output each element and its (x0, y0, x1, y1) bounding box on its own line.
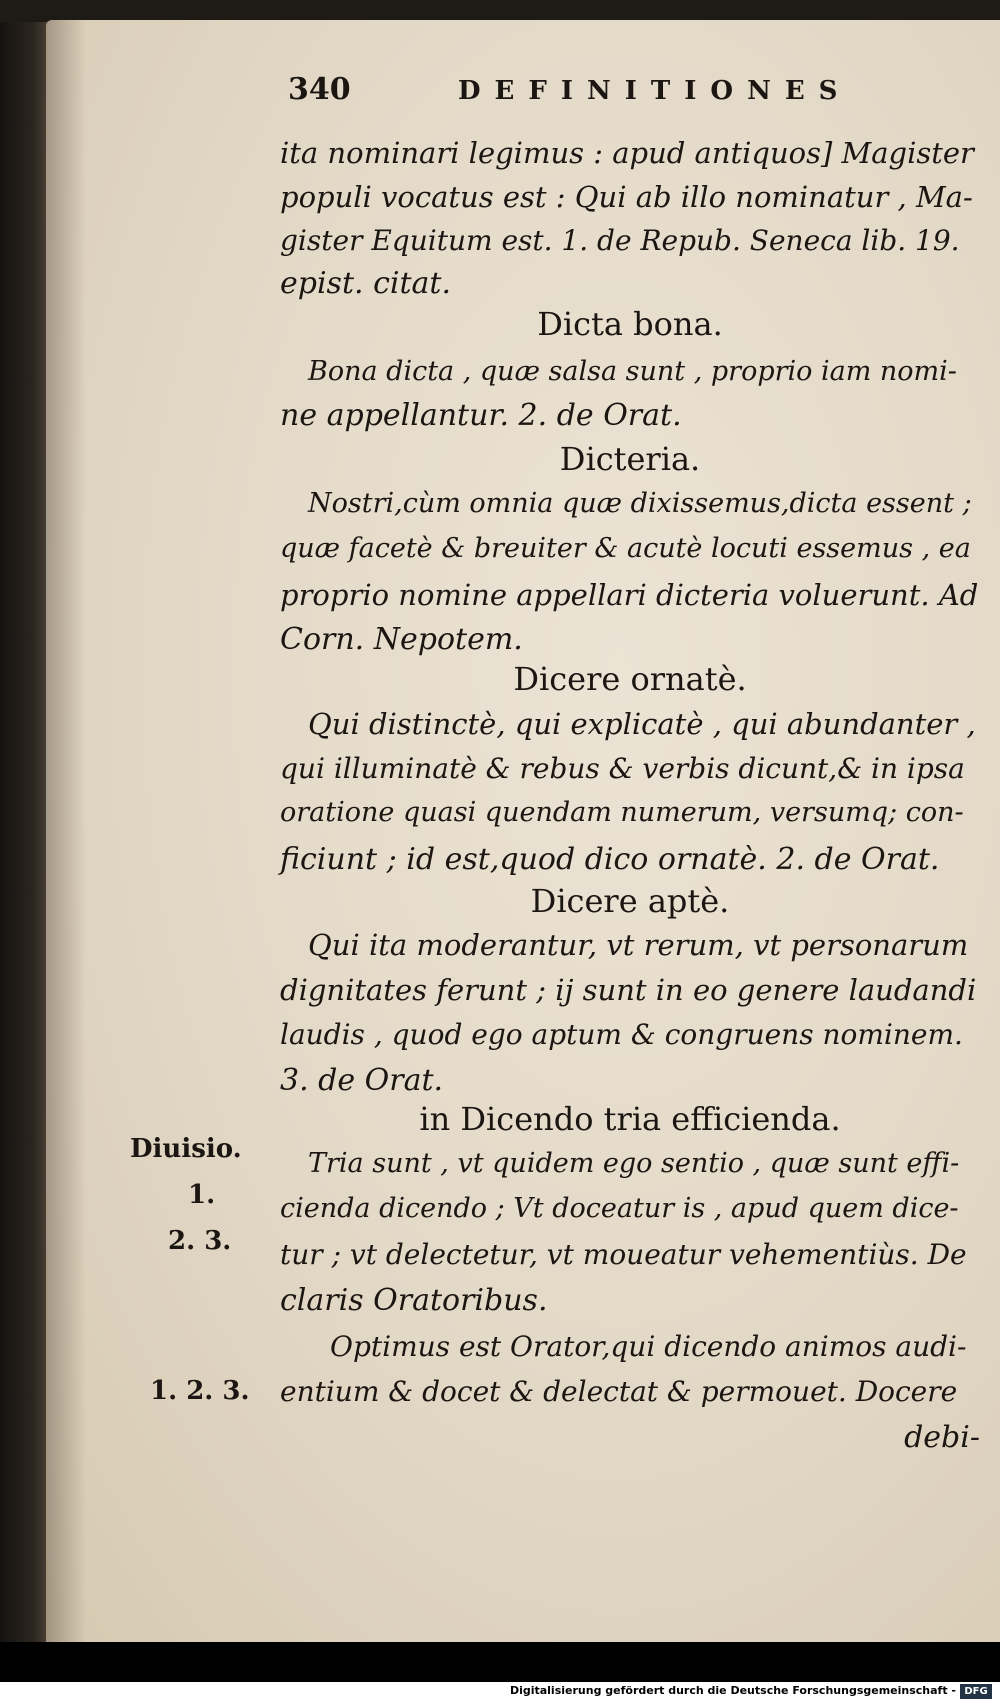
text-line: Bona dicta , quæ salsa sunt , proprio iam nomi- (308, 356, 957, 387)
text-line: entium & docet & delectat & permouet. Docere (280, 1375, 958, 1408)
text-line: proprio nomine appellari dicteria voluerunt. Ad (280, 578, 979, 612)
text-line: Qui ita moderantur, vt rerum, vt personarum (308, 928, 969, 962)
text-line: claris Oratoribus. (280, 1283, 548, 1318)
text-line: populi vocatus est : Qui ab illo nominatur , Ma- (280, 180, 973, 214)
page-gutter-shadow (46, 20, 86, 1642)
text-line: epist. citat. (280, 266, 452, 301)
scan-edge (0, 0, 1000, 22)
running-head: DEFINITIONES (458, 76, 852, 106)
text-line: 3. de Orat. (280, 1063, 444, 1098)
text-line: ne appellantur. 2. de Orat. (280, 398, 682, 433)
marginal-note: 1. 2. 3. (150, 1376, 250, 1406)
marginal-note: Diuisio. (130, 1134, 242, 1164)
text-line: ficiunt ; id est,quod dico ornatè. 2. de Orat. (280, 842, 940, 877)
text-line: oratione quasi quendam numerum, versumq; con- (280, 797, 964, 828)
text-line: gister Equitum est. 1. de Repub. Seneca lib. 19. (280, 224, 960, 257)
section-heading: Dicere ornatè. (513, 660, 747, 698)
book-spine (0, 0, 48, 1702)
text-line: cienda dicendo ; Vt doceatur is , apud quem dice- (280, 1193, 959, 1224)
text-line: laudis , quod ego aptum & congruens nominem. (280, 1018, 963, 1051)
text-line: Nostri,cùm omnia quæ dixissemus,dicta essent ; (308, 488, 972, 519)
text-line: Tria sunt , vt quidem ego sentio , quæ sunt effi- (308, 1148, 960, 1179)
text-line: dignitates ferunt ; ij sunt in eo genere laudandi (280, 973, 977, 1007)
text-line: tur ; vt delectetur, vt moueatur vehementiùs. De (280, 1238, 967, 1271)
text-line: Corn. Nepotem. (280, 622, 523, 657)
funding-credit: Digitalisierung gefördert durch die Deutsche Forschungsgemeinschaft - (509, 1684, 956, 1697)
section-heading: Dicta bona. (537, 305, 723, 343)
text-line: ita nominari legimus : apud antiquos] Magister (280, 136, 974, 170)
catchword: debi- (904, 1420, 980, 1455)
section-heading: Dicteria. (559, 440, 701, 478)
text-line: qui illuminatè & rebus & verbis dicunt,& in ipsa (280, 752, 965, 785)
text-line: quæ facetè & breuiter & acutè locuti essemus , ea (280, 533, 971, 564)
marginal-note: 2. 3. (168, 1226, 232, 1256)
page-number: 340 (288, 72, 351, 107)
section-heading: Dicere aptè. (530, 882, 730, 920)
dfg-logo: DFG (960, 1684, 992, 1699)
text-line: Optimus est Orator,qui dicendo animos audi- (330, 1330, 967, 1363)
section-heading: in Dicendo tria efficienda. (419, 1100, 841, 1138)
text-line: Qui distinctè, qui explicatè , qui abundanter , (308, 707, 976, 741)
marginal-note: 1. (188, 1180, 216, 1210)
